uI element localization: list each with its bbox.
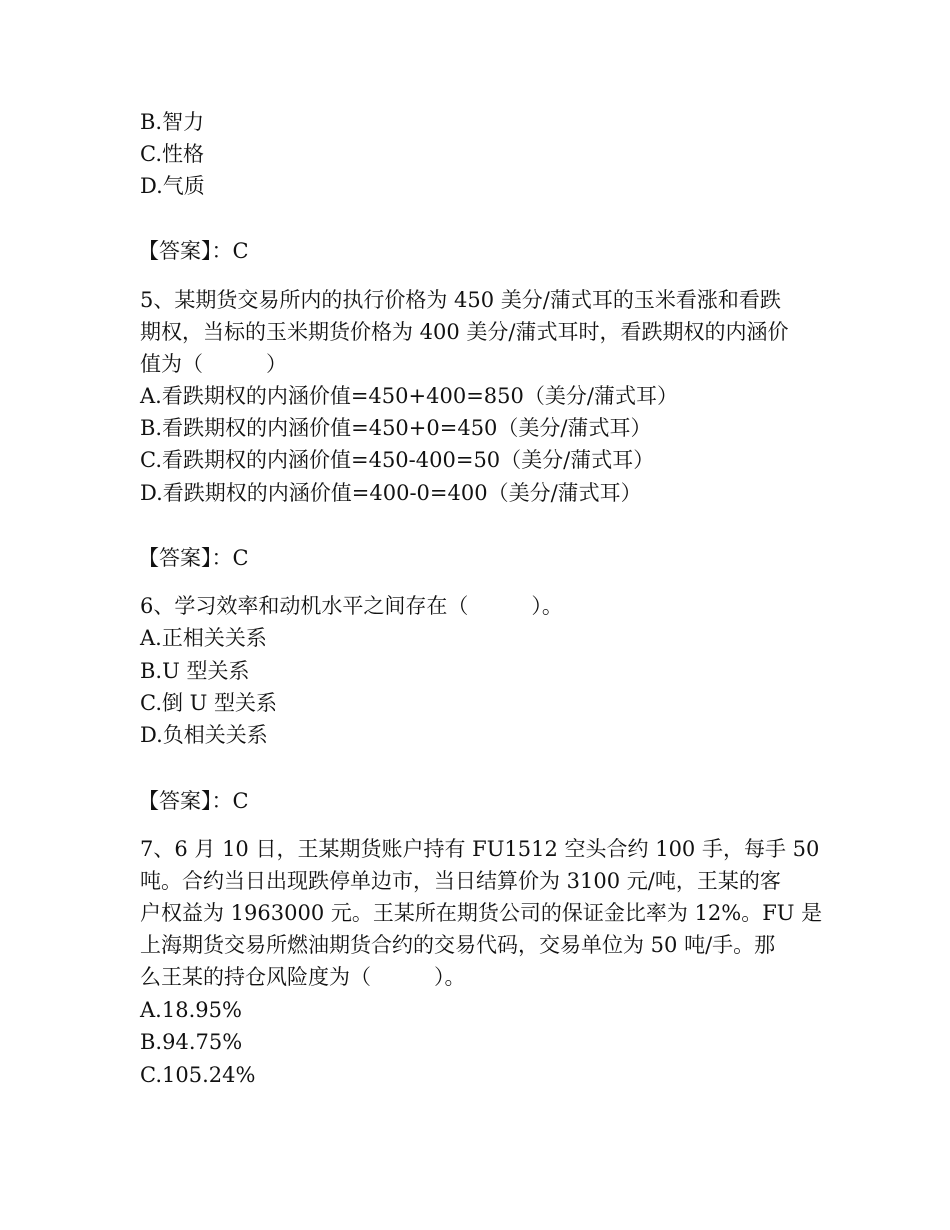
q5-stem-line-2: 期权，当标的玉米期货价格为 400 美分/蒲式耳时，看跌期权的内涵价	[140, 320, 789, 344]
q6-option-a: A.正相关关系	[140, 626, 267, 650]
q7-stem-line-3: 户权益为 1963000 元。王某所在期货公司的保证金比率为 12%。FU 是	[140, 901, 823, 925]
q6-option-b: B.U 型关系	[140, 659, 250, 683]
q4-option-b: B.智力	[140, 110, 205, 134]
q5-option-b: B.看跌期权的内涵价值=450+0=450（美分/蒲式耳）	[140, 416, 652, 440]
q6-option-d: D.负相关关系	[140, 723, 268, 747]
q6-option-c: C.倒 U 型关系	[140, 691, 278, 715]
q5-option-a: A.看跌期权的内涵价值=450+400=850（美分/蒲式耳）	[140, 384, 678, 408]
q5-option-c: C.看跌期权的内涵价值=450-400=50（美分/蒲式耳）	[140, 448, 655, 472]
q7-stem-line-5: 么王某的持仓风险度为（ ）。	[140, 965, 466, 989]
q6-answer: 【答案】：C	[138, 789, 249, 813]
q7-option-c: C.105.24%	[140, 1063, 256, 1087]
q4-option-c: C.性格	[140, 142, 204, 166]
q7-option-b: B.94.75%	[140, 1030, 243, 1054]
q5-answer: 【答案】：C	[138, 546, 249, 570]
q4-answer: 【答案】：C	[138, 239, 249, 263]
q7-stem-line-1: 7、6 月 10 日，王某期货账户持有 FU1512 空头合约 100 手，每手 50	[140, 837, 820, 861]
q7-option-a: A.18.95%	[140, 998, 242, 1022]
q5-stem-line-1: 5、某期货交易所内的执行价格为 450 美分/蒲式耳的玉米看涨和看跌	[140, 288, 781, 312]
q5-option-d: D.看跌期权的内涵价值=400-0=400（美分/蒲式耳）	[140, 481, 642, 505]
q4-option-d: D.气质	[140, 174, 205, 198]
q5-stem-line-3: 值为（ ）	[140, 352, 287, 376]
q7-stem-line-2: 吨。合约当日出现跌停单边市，当日结算价为 3100 元/吨，王某的客	[140, 869, 781, 893]
q7-stem-line-4: 上海期货交易所燃油期货合约的交易代码，交易单位为 50 吨/手。那	[140, 933, 776, 957]
q6-stem-line-1: 6、学习效率和动机水平之间存在（ ）。	[140, 594, 563, 618]
